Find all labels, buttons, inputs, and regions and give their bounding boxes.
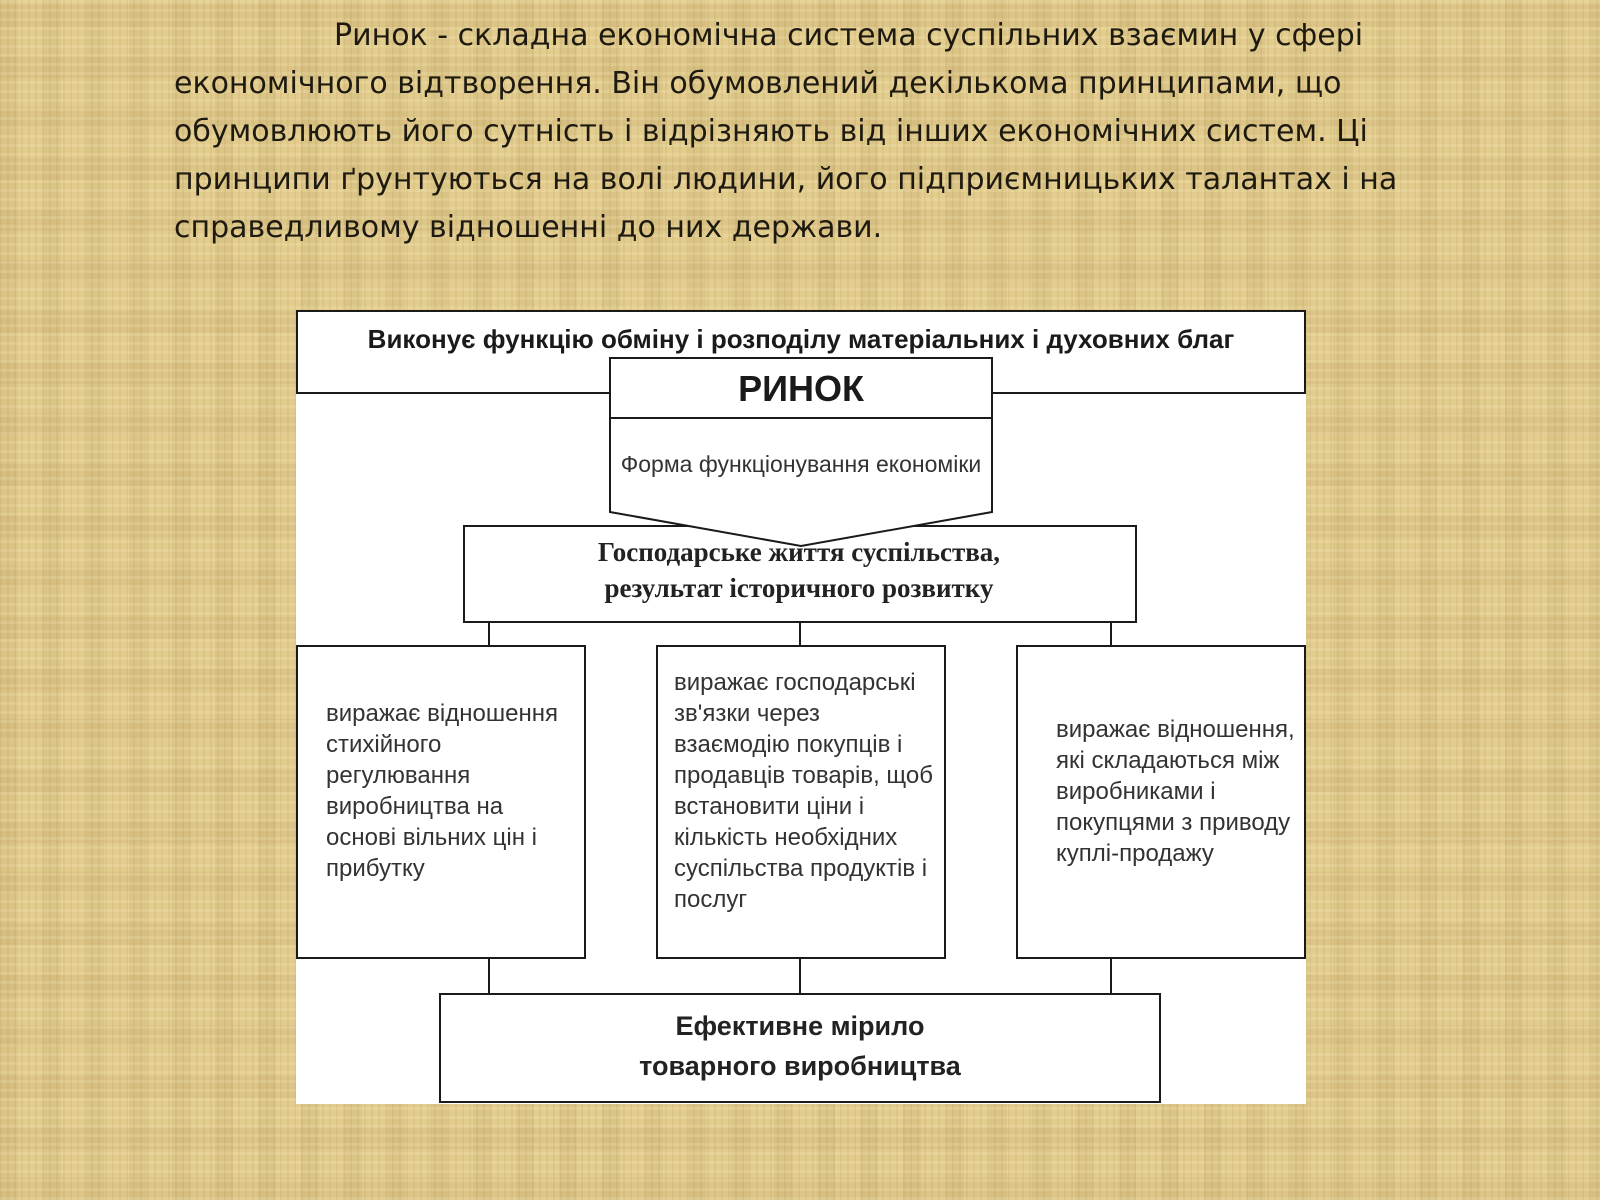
- left-box-text: виражає відношення стихійного регулювання виробництва на основі вільних цін і прибутку: [326, 700, 558, 882]
- right-box-text: виражає відношення, які складаються між виробниками і покупцями з приводу куплі-продажу: [1056, 715, 1295, 867]
- economic-life-text: [464, 524, 1134, 616]
- middle-box-text: виражає господарські зв'язки через взаємодію покупців і продавців товарів, щоб встановити ціни і кількість необхідних суспільства продуктів і послуг: [674, 669, 933, 913]
- market-diagram: [296, 310, 1306, 1104]
- market-title: РИНОК: [738, 368, 864, 409]
- economic-life-line1: Господарське життя суспільства,: [597, 537, 1001, 567]
- economic-life-line2: результат історичного розвитку: [604, 573, 994, 603]
- market-subtitle: Форма функціонування економіки: [620, 451, 982, 477]
- intro-paragraph: Ринок - складна економічна система суспільних взаємин у сфері економічного відтворення. Він обумовлений декількома принципами, що обумовлюють його сутність і відрізняють від інших економічних систем. Ці принципи ґрунтуються на волі людини, його підприємницьких талантах і на справедливому відношенні до них держави.: [174, 18, 1398, 245]
- bottom-line2: товарного виробництва: [639, 1051, 961, 1081]
- bottom-box-text: [440, 994, 1160, 1098]
- top-function-text: Виконує функцію обміну і розподілу матеріальних і духовних благ: [367, 323, 1235, 354]
- bottom-line1: Ефективне мірило: [675, 1011, 925, 1041]
